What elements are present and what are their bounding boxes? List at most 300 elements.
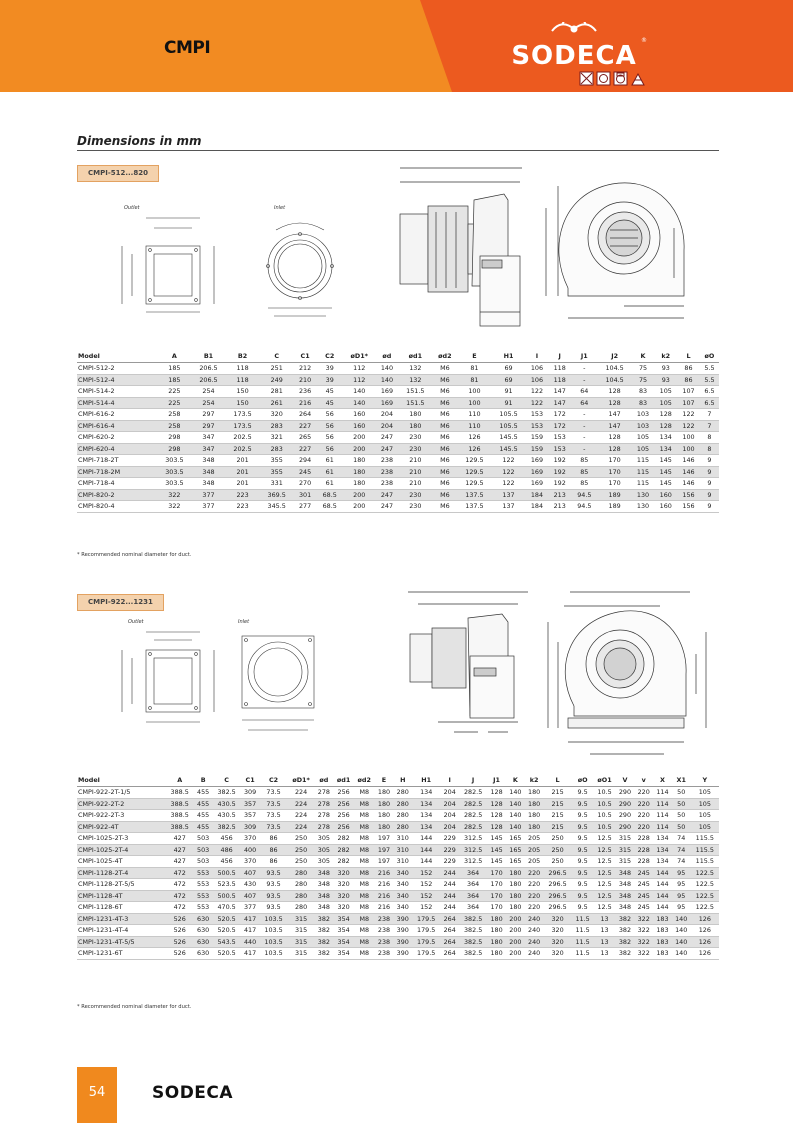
dimension-cell: 180 [343,455,376,467]
dimension-cell: 126 [691,948,719,960]
dimension-cell: M6 [432,363,457,375]
dimension-cell: 348 [616,867,635,879]
group2-col-header: ød1 [333,774,354,787]
dimension-cell: - [571,374,598,386]
group1-col-header: L [677,350,700,363]
dimension-cell: 126 [457,443,491,455]
dimension-cell: 122 [526,386,549,398]
dimension-cell: 9.5 [572,787,594,799]
dimension-cell: 630 [194,925,213,937]
table-row [77,489,719,501]
dimension-cell: 134 [412,810,440,822]
dimension-cell: 115.5 [691,856,719,868]
dimension-cell: 152 [412,879,440,891]
dimension-cell: 357 [241,798,260,810]
dimension-cell: 230 [398,443,432,455]
dimension-cell: 134 [653,844,672,856]
dimension-cell: 244 [440,902,459,914]
dimension-cell: 75 [632,374,655,386]
dimension-cell: 140 [343,386,376,398]
dimension-cell: 160 [343,409,376,421]
dimension-cell: 500.5 [213,867,241,879]
dimension-cell: M8 [354,844,375,856]
group1-col-header: B2 [226,350,260,363]
dimension-cell: 348 [616,879,635,891]
dimension-cell: 73.5 [259,821,287,833]
dimension-cell: 86 [259,844,287,856]
group2-col-header: X1 [672,774,691,787]
dimension-cell: 256 [333,787,354,799]
dimension-cell: 93.5 [259,879,287,891]
dimension-cell: 130 [632,501,655,513]
group2-col-header: øO [572,774,594,787]
dimension-cell: 280 [393,821,412,833]
dimension-cell: 245 [634,902,653,914]
dimension-cell: 134 [653,856,672,868]
dimension-cell: - [571,443,598,455]
table-row [77,833,719,845]
dimension-cell: 315 [616,856,635,868]
dimension-cell: M8 [354,913,375,925]
table-row [77,397,719,409]
dimension-cell: 115 [632,466,655,478]
dimension-cell: 220 [634,821,653,833]
model-cell: CMPI-820-4 [77,501,157,513]
dimension-cell: 86 [677,374,700,386]
group1-outlet-label: Outlet [124,205,140,211]
dimension-cell: 202.5 [226,432,260,444]
dimension-cell: 180 [525,821,544,833]
model-cell: CMPI-514-4 [77,397,157,409]
dimension-cell: 197 [375,844,394,856]
dimension-cell: 382.5 [459,925,487,937]
dimension-cell: M8 [354,798,375,810]
table-row [77,432,719,444]
dimension-cell: 134 [412,798,440,810]
dimension-cell: M8 [354,867,375,879]
dimension-cell: 320 [544,936,572,948]
dimension-cell: 172 [548,409,571,421]
dimension-cell: 315 [616,833,635,845]
dimension-cell: 322 [157,501,191,513]
group1-tag: CMPI-512...820 [77,165,159,182]
model-cell: CMPI-922-4T [77,821,166,833]
dimension-cell: 254 [191,397,225,409]
dimension-cell: 503 [194,844,213,856]
dimension-cell: 220 [634,810,653,822]
dimension-cell: 354 [333,925,354,937]
dimension-cell: 12.5 [594,879,616,891]
dimension-cell: 94.5 [571,501,598,513]
dimension-cell: 206.5 [191,374,225,386]
group2-outlet-drawing [112,626,224,736]
dimension-cell: 183 [653,913,672,925]
dimension-cell: M8 [354,890,375,902]
dimension-cell: 340 [393,890,412,902]
dimension-cell: 5.5 [700,374,719,386]
dimension-cell: 183 [653,948,672,960]
dimension-cell: 520.5 [213,913,241,925]
dimension-cell: 430.5 [213,798,241,810]
dimension-cell: 244 [440,867,459,879]
dimension-cell: 115 [632,478,655,490]
dimension-cell: 348 [191,478,225,490]
dimension-cell: 455 [194,821,213,833]
dimension-cell: 93 [654,374,677,386]
dimension-cell: 91 [491,386,525,398]
dimension-cell: 200 [506,948,525,960]
dimension-cell: 240 [525,925,544,937]
model-cell: CMPI-616-4 [77,420,157,432]
group1-col-header: ød2 [432,350,457,363]
dimension-cell: 122 [491,466,525,478]
dimension-cell: 224 [288,810,315,822]
dimension-cell: 205 [525,833,544,845]
dimension-cell: 128 [654,409,677,421]
dimension-cell: 204 [376,420,399,432]
dimension-cell: 370 [241,833,260,845]
dimension-cell: 103.5 [259,913,287,925]
dimension-cell: 382.5 [459,913,487,925]
model-cell: CMPI-718-4 [77,478,157,490]
group2-col-header: Model [77,774,166,787]
group1-footnote: * Recommended nominal diameter for duct. [77,552,192,558]
dimension-cell: 294 [294,455,317,467]
dimension-cell: 430.5 [213,810,241,822]
dimension-cell: 147 [598,409,632,421]
dimension-cell: 9.5 [572,879,594,891]
dimension-cell: 118 [548,363,571,375]
dimension-cell: 310 [393,844,412,856]
dimension-cell: 74 [672,833,691,845]
group2-side-view-drawing [398,582,536,756]
dimension-cell: 228 [634,844,653,856]
dimension-cell: - [571,432,598,444]
model-cell: CMPI-514-2 [77,386,157,398]
dimension-cell: 244 [440,890,459,902]
dimension-cell: 122 [677,420,700,432]
dimension-cell: 7 [700,420,719,432]
dimension-cell: 145 [654,466,677,478]
group2-col-header: Y [691,774,719,787]
dimension-cell: 382 [616,936,635,948]
dimension-cell: 122 [491,478,525,490]
dimension-cell: 247 [376,443,399,455]
dimension-cell: 169 [526,455,549,467]
dimension-cell: 10.5 [594,798,616,810]
group1-col-header: E [457,350,491,363]
model-cell: CMPI-512-2 [77,363,157,375]
dimension-cell: 126 [691,925,719,937]
dimension-cell: 85 [571,478,598,490]
dimension-cell: M8 [354,821,375,833]
dimension-cell: 322 [634,913,653,925]
dimension-cell: 180 [487,913,506,925]
dimension-cell: 322 [634,948,653,960]
dimension-cell: 128 [654,420,677,432]
dimension-cell: 225 [157,386,191,398]
group1-dimensions-table [77,350,719,513]
table-header-row [77,350,719,363]
dimension-cell: 81 [457,363,491,375]
dimension-cell: 50 [672,821,691,833]
dimension-cell: 103 [632,420,655,432]
dimension-cell: 503 [194,856,213,868]
dimension-cell: 169 [526,478,549,490]
group1-col-header: C1 [294,350,317,363]
dimension-cell: 240 [525,913,544,925]
dimension-cell: 152 [412,867,440,879]
dimension-cell: 206.5 [191,363,225,375]
dimension-cell: 85 [571,455,598,467]
dimension-cell: 153 [548,443,571,455]
dimension-cell: 134 [412,821,440,833]
dimension-cell: 520.5 [213,925,241,937]
dimension-cell: 205 [525,844,544,856]
dimension-cell: 144 [653,879,672,891]
dimension-cell: 179.5 [412,913,440,925]
dimension-cell: 264 [440,948,459,960]
dimension-cell: 417 [241,913,260,925]
dimension-cell: 134 [653,833,672,845]
dimension-cell: 6.5 [700,386,719,398]
dimension-cell: 122 [526,397,549,409]
group1-front-view-drawing [540,168,712,340]
dimension-cell: 50 [672,810,691,822]
dimension-cell: 68.5 [316,489,343,501]
dimension-cell: M6 [432,409,457,421]
dimension-cell: 126 [457,432,491,444]
dimension-cell: 321 [260,432,294,444]
dimension-cell: 278 [315,787,334,799]
group1-col-header: A [157,350,191,363]
dimension-cell: 128 [487,787,506,799]
dimension-cell: 112 [343,374,376,386]
dimension-cell: 456 [213,833,241,845]
dimension-cell: 264 [440,913,459,925]
dimension-cell: 115.5 [691,833,719,845]
model-cell: CMPI-1128-4T [77,890,166,902]
dimension-cell: 247 [376,489,399,501]
dimension-cell: 118 [226,363,260,375]
dimension-cell: 9.5 [572,821,594,833]
dimension-cell: 170 [487,890,506,902]
dimension-cell: 377 [191,501,225,513]
model-cell: CMPI-1025-2T-4 [77,844,166,856]
dimension-cell: 105 [632,443,655,455]
dimension-cell: 417 [241,948,260,960]
dimension-cell: 364 [459,890,487,902]
dimension-cell: 210 [398,455,432,467]
group2-col-header: C2 [259,774,287,787]
dimension-cell: 179.5 [412,925,440,937]
dimension-cell: 180 [506,902,525,914]
dimension-cell: 265 [294,432,317,444]
group2-col-header: J1 [487,774,506,787]
table-row [77,443,719,455]
dimension-cell: 630 [194,936,213,948]
dimension-cell: 150 [226,386,260,398]
dimension-cell: M8 [354,879,375,891]
dimension-cell: 382 [616,925,635,937]
dimension-cell: 56 [316,443,343,455]
dimension-cell: 630 [194,948,213,960]
dimension-cell: 9.5 [572,833,594,845]
dimension-cell: 180 [506,890,525,902]
dimension-cell: 103.5 [259,936,287,948]
group2-col-header: J [459,774,487,787]
dimension-cell: 170 [598,478,632,490]
dimension-cell: 216 [375,879,394,891]
table-row [77,948,719,960]
dimension-cell: 382 [315,913,334,925]
dimension-cell: 128 [598,432,632,444]
dimension-cell: 320 [260,409,294,421]
dimension-cell: 134 [412,787,440,799]
dimension-cell: 388.5 [166,787,194,799]
group1-side-view-drawing [396,160,530,342]
dimension-cell: 105 [691,821,719,833]
dimension-cell: 170 [598,455,632,467]
dimension-cell: 251 [260,363,294,375]
dimension-cell: 10.5 [594,787,616,799]
dimension-cell: 228 [634,833,653,845]
dimension-cell: 9.5 [572,902,594,914]
dimension-cell: 180 [525,787,544,799]
group1-outlet-drawing [110,212,222,322]
dimension-cell: 320 [333,879,354,891]
dimension-cell: 145 [487,856,506,868]
dimension-cell: 245 [634,879,653,891]
dimension-cell: 192 [548,478,571,490]
dimension-cell: 264 [440,936,459,948]
dimension-cell: 382 [616,948,635,960]
dimension-cell: 105.5 [491,409,525,421]
dimension-cell: 140 [672,948,691,960]
dimension-cell: 382 [315,948,334,960]
table-row [77,374,719,386]
dimension-cell: 128 [487,821,506,833]
dimension-cell: 472 [166,902,194,914]
dimension-cell: 56 [316,409,343,421]
dimension-cell: 357 [241,810,260,822]
dimension-cell: 94.5 [571,489,598,501]
dimension-cell: 140 [506,810,525,822]
dimension-cell: 305 [315,856,334,868]
model-cell: CMPI-1231-6T [77,948,166,960]
dimension-cell: 9.5 [572,810,594,822]
dimension-cell: 69 [491,363,525,375]
dimension-cell: 83 [632,386,655,398]
dimension-cell: 282.5 [459,821,487,833]
dimension-cell: 180 [487,925,506,937]
dimension-cell: 220 [525,867,544,879]
dimension-cell: 204 [440,821,459,833]
dimension-cell: 118 [226,374,260,386]
group2-outlet-label: Outlet [128,619,144,625]
dimension-cell: 151.5 [398,397,432,409]
dimension-cell: 348 [315,902,334,914]
dimension-cell: 118 [548,374,571,386]
dimension-cell: 11.5 [572,936,594,948]
dimension-cell: 114 [653,798,672,810]
dimension-cell: 126 [691,936,719,948]
dimension-cell: 69 [491,374,525,386]
section-title: Dimensions in mm [77,134,202,148]
dimension-cell: 137.5 [457,489,491,501]
dimension-cell: 140 [672,913,691,925]
dimension-cell: 184 [526,501,549,513]
dimension-cell: 315 [288,948,315,960]
group2-col-header: L [544,774,572,787]
dimension-cell: 145 [487,844,506,856]
dimension-cell: M6 [432,501,457,513]
dimension-cell: 146 [677,478,700,490]
dimension-cell: 140 [376,363,399,375]
dimension-cell: 301 [294,489,317,501]
dimension-cell: 340 [393,902,412,914]
dimension-cell: 315 [288,936,315,948]
dimension-cell: 280 [288,867,315,879]
dimension-cell: 144 [653,902,672,914]
table-row [77,478,719,490]
dimension-cell: - [571,363,598,375]
table-row [77,867,719,879]
dimension-cell: M8 [354,810,375,822]
dimension-cell: 8 [700,443,719,455]
dimension-cell: 153 [526,420,549,432]
dimension-cell: 128 [487,798,506,810]
dimension-cell: 212 [294,363,317,375]
dimension-cell: 144 [412,844,440,856]
dimension-cell: 200 [506,913,525,925]
dimension-cell: 296.5 [544,890,572,902]
dimension-cell: 382 [315,936,334,948]
model-cell: CMPI-1025-4T [77,856,166,868]
dimension-cell: 95 [672,879,691,891]
dimension-cell: 85 [571,466,598,478]
group2-col-header: V [616,774,635,787]
dimension-cell: 229 [440,844,459,856]
dimension-cell: 280 [393,787,412,799]
dimension-cell: 9 [700,478,719,490]
dimension-cell: 280 [288,879,315,891]
dimension-cell: 103.5 [259,948,287,960]
table-row [77,821,719,833]
dimension-cell: 137 [491,489,525,501]
dimension-cell: 9 [700,501,719,513]
dimension-cell: 100 [457,397,491,409]
table-row [77,455,719,467]
dimension-cell: M6 [432,466,457,478]
dimension-cell: 296.5 [544,867,572,879]
dimension-cell: 240 [525,948,544,960]
dimension-cell: 238 [375,913,394,925]
dimension-cell: 455 [194,798,213,810]
dimension-cell: 145.5 [491,432,525,444]
group1-col-header: ød [376,350,399,363]
dimension-cell: - [571,409,598,421]
dimension-cell: 93.5 [259,902,287,914]
dimension-cell: 297 [191,420,225,432]
dimension-cell: 278 [315,798,334,810]
dimension-cell: 382.5 [213,787,241,799]
dimension-cell: 220 [525,879,544,891]
dimension-cell: 9.5 [572,867,594,879]
dimension-cell: 282 [333,844,354,856]
dimension-cell: 472 [166,867,194,879]
dimension-cell: 45 [316,397,343,409]
